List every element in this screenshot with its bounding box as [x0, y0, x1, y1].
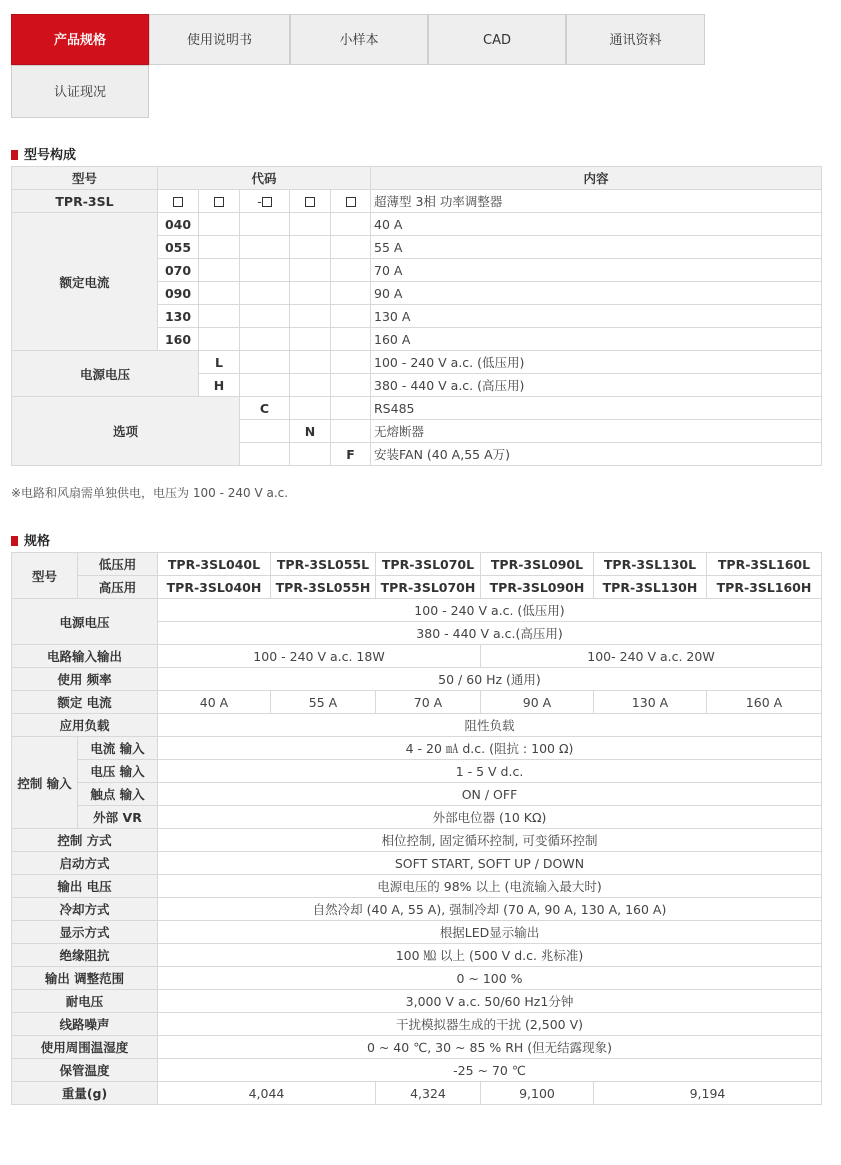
section-bullet-icon	[11, 536, 18, 546]
table-row	[12, 1059, 822, 1082]
option-code: C	[240, 397, 290, 420]
rated-value: 55 A	[271, 691, 376, 714]
tab-comm-docs[interactable]: 通讯资料	[566, 14, 705, 65]
current-code: 070	[158, 259, 199, 282]
option-code: F	[331, 443, 371, 466]
spec-low-label: 低压用	[78, 553, 158, 576]
freq-value: 50 / 60 Hz (通用)	[158, 668, 822, 691]
voltage-label: 电源电压	[12, 351, 199, 397]
option-desc: RS485	[371, 397, 822, 420]
code-slot-icon	[331, 190, 371, 213]
spec-value: 0 ~ 40 ℃, 30 ~ 85 % RH (但无结露现象)	[158, 1036, 822, 1059]
low-model: TPR-3SL160L	[707, 553, 822, 576]
current-code: 040	[158, 213, 199, 236]
spec-label: 输出 电压	[12, 875, 158, 898]
load-label: 应用负载	[12, 714, 158, 737]
spec-value: -25 ~ 70 ℃	[158, 1059, 822, 1082]
header-content: 内容	[371, 167, 822, 190]
table-row	[12, 852, 822, 875]
current-desc: 55 A	[371, 236, 822, 259]
current-desc: 130 A	[371, 305, 822, 328]
control-input-type: 外部 VR	[78, 806, 158, 829]
current-desc: 90 A	[371, 282, 822, 305]
table-row	[12, 875, 822, 898]
low-model: TPR-3SL070L	[376, 553, 481, 576]
circuit-b: 100- 240 V a.c. 20W	[481, 645, 822, 668]
current-code: 130	[158, 305, 199, 328]
spec-label: 启动方式	[12, 852, 158, 875]
low-model: TPR-3SL055L	[271, 553, 376, 576]
table-row	[12, 1082, 822, 1105]
table-row	[12, 806, 822, 829]
spec-label: 使用周围温湿度	[12, 1036, 158, 1059]
tab-certification[interactable]: 认证现况	[11, 65, 149, 118]
code-slot-icon	[290, 190, 331, 213]
high-model: TPR-3SL160H	[707, 576, 822, 599]
option-desc: 安装FAN (40 A,55 A万)	[371, 443, 822, 466]
rated-value: 70 A	[376, 691, 481, 714]
load-value: 阻性负载	[158, 714, 822, 737]
table-row	[12, 167, 822, 190]
rated-label: 额定 电流	[12, 691, 158, 714]
control-input-type: 触点 输入	[78, 783, 158, 806]
current-code: 160	[158, 328, 199, 351]
spec-label: 控制 方式	[12, 829, 158, 852]
spec-value: 相位控制, 固定循环控制, 可变循环控制	[158, 829, 822, 852]
option-desc: 无熔断器	[371, 420, 822, 443]
table-row	[12, 190, 822, 213]
circuit-a: 100 - 240 V a.c. 18W	[158, 645, 481, 668]
option-code: N	[290, 420, 331, 443]
spec-table	[11, 552, 822, 1105]
tab-manual[interactable]: 使用说明书	[149, 14, 290, 65]
spec-value: 根据LED显示输出	[158, 921, 822, 944]
control-input-value: 1 - 5 V d.c.	[158, 760, 822, 783]
weight-value: 9,100	[481, 1082, 594, 1105]
weight-label: 重量(g)	[12, 1082, 158, 1105]
power-note: ※电路和风扇需单独供电，电压为 100 - 240 V a.c.	[11, 486, 289, 500]
header-code: 代码	[158, 167, 371, 190]
spec-label: 保管温度	[12, 1059, 158, 1082]
voltage-code: H	[199, 374, 240, 397]
section-title-model: 型号构成	[11, 144, 76, 163]
current-desc: 160 A	[371, 328, 822, 351]
spec-label: 冷却方式	[12, 898, 158, 921]
table-row	[12, 783, 822, 806]
current-desc: 70 A	[371, 259, 822, 282]
power-label: 电源电压	[12, 599, 158, 645]
spec-label: 线路噪声	[12, 1013, 158, 1036]
table-row	[12, 1036, 822, 1059]
spec-value: 干扰模拟器生成的干扰 (2,500 V)	[158, 1013, 822, 1036]
table-row	[12, 599, 822, 622]
table-row	[12, 990, 822, 1013]
option-label: 选项	[12, 397, 240, 466]
low-model: TPR-3SL040L	[158, 553, 271, 576]
table-row	[12, 737, 822, 760]
low-model: TPR-3SL130L	[594, 553, 707, 576]
current-code: 055	[158, 236, 199, 259]
high-model: TPR-3SL055H	[271, 576, 376, 599]
tab-product-spec[interactable]: 产品规格	[11, 14, 149, 65]
header-model: 型号	[12, 167, 158, 190]
table-row	[12, 691, 822, 714]
spec-value: SOFT START, SOFT UP / DOWN	[158, 852, 822, 875]
control-input-value: 外部电位器 (10 KΩ)	[158, 806, 822, 829]
high-model: TPR-3SL090H	[481, 576, 594, 599]
power-low: 100 - 240 V a.c. (低压用)	[158, 599, 822, 622]
control-input-type: 电流 输入	[78, 737, 158, 760]
code-slot-icon	[199, 190, 240, 213]
power-high: 380 - 440 V a.c.(高压用)	[158, 622, 822, 645]
code-slot-dash: -	[240, 190, 290, 213]
rated-value: 160 A	[707, 691, 822, 714]
high-model: TPR-3SL130H	[594, 576, 707, 599]
spec-value: 0 ~ 100 %	[158, 967, 822, 990]
current-label: 额定电流	[12, 213, 158, 351]
table-row	[12, 645, 822, 668]
table-row	[12, 898, 822, 921]
table-row	[12, 397, 822, 420]
control-input-type: 电压 输入	[78, 760, 158, 783]
voltage-code: L	[199, 351, 240, 374]
code-slot-icon	[158, 190, 199, 213]
weight-value: 9,194	[594, 1082, 822, 1105]
table-row	[12, 213, 822, 236]
model-description: 超薄型 3相 功率调整器	[371, 190, 822, 213]
model-name: TPR-3SL	[12, 190, 158, 213]
spec-label: 输出 调整范围	[12, 967, 158, 990]
tab-cad[interactable]: CAD	[428, 14, 566, 65]
section-bullet-icon	[11, 150, 18, 160]
table-row	[12, 668, 822, 691]
voltage-desc: 100 - 240 V a.c. (低压用)	[371, 351, 822, 374]
control-input-value: 4 - 20 ㎃ d.c. (阻抗 : 100 Ω)	[158, 737, 822, 760]
spec-label: 显示方式	[12, 921, 158, 944]
circuit-label: 电路输入输出	[12, 645, 158, 668]
current-desc: 40 A	[371, 213, 822, 236]
table-row	[12, 760, 822, 783]
current-code: 090	[158, 282, 199, 305]
freq-label: 使用 频率	[12, 668, 158, 691]
weight-value: 4,324	[376, 1082, 481, 1105]
spec-label: 绝缘阻抗	[12, 944, 158, 967]
table-row	[12, 553, 822, 576]
spec-value: 3,000 V a.c. 50/60 Hz1分钟	[158, 990, 822, 1013]
control-input-label: 控制 输入	[12, 737, 78, 829]
high-model: TPR-3SL070H	[376, 576, 481, 599]
weight-value: 4,044	[158, 1082, 376, 1105]
section-title-spec: 规格	[11, 530, 50, 549]
model-composition-table	[11, 166, 822, 466]
table-row	[12, 829, 822, 852]
spec-high-label: 高压用	[78, 576, 158, 599]
spec-value: 100 ㏁ 以上 (500 V d.c. 兆标准)	[158, 944, 822, 967]
low-model: TPR-3SL090L	[481, 553, 594, 576]
rated-value: 90 A	[481, 691, 594, 714]
table-row	[12, 1013, 822, 1036]
tab-sample[interactable]: 小样本	[290, 14, 428, 65]
high-model: TPR-3SL040H	[158, 576, 271, 599]
table-row	[12, 967, 822, 990]
table-row	[12, 714, 822, 737]
table-row	[12, 921, 822, 944]
table-row	[12, 351, 822, 374]
rated-value: 40 A	[158, 691, 271, 714]
table-row	[12, 944, 822, 967]
spec-value: 电源电压的 98% 以上 (电流输入最大时)	[158, 875, 822, 898]
control-input-value: ON / OFF	[158, 783, 822, 806]
rated-value: 130 A	[594, 691, 707, 714]
spec-label: 耐电压	[12, 990, 158, 1013]
table-row	[12, 576, 822, 599]
voltage-desc: 380 - 440 V a.c. (高压用)	[371, 374, 822, 397]
spec-value: 自然冷却 (40 A, 55 A), 强制冷却 (70 A, 90 A, 130 A, 160 A)	[158, 898, 822, 921]
spec-model-label: 型号	[12, 553, 78, 599]
